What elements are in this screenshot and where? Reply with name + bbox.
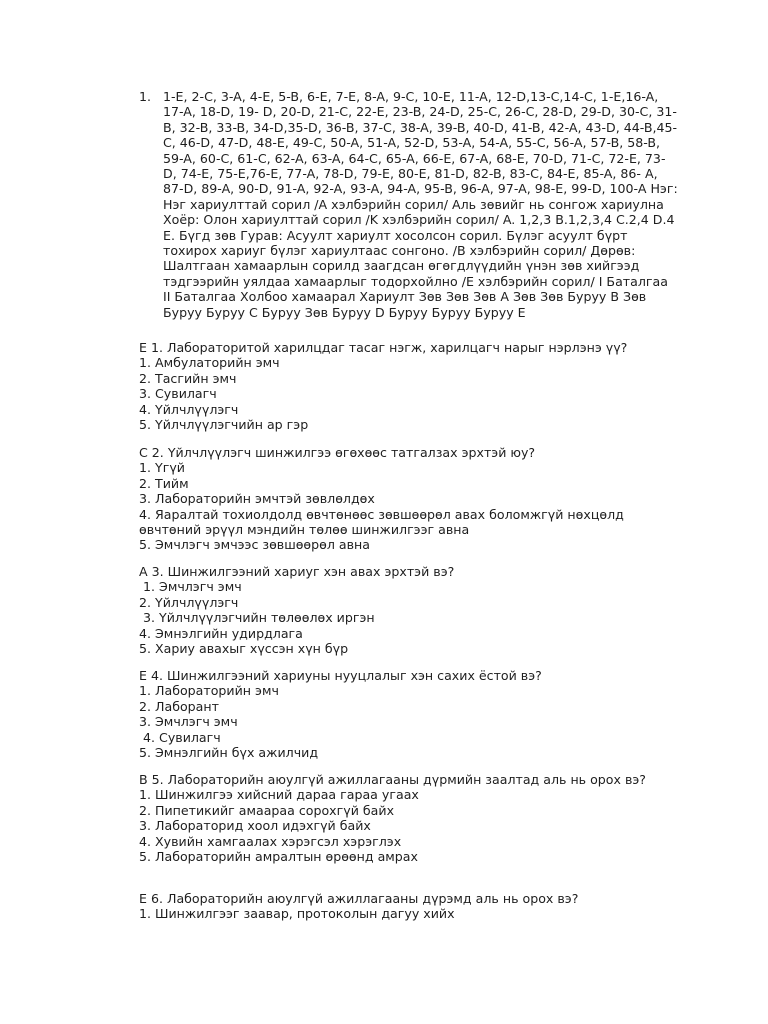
answer-option: 1. Эмчлэгч эмч — [139, 579, 242, 595]
question-4 — [139, 668, 659, 760]
question-6 — [139, 891, 659, 922]
answer-option: 5. Эмчлэгч эмчээс зөвшөөрөл авна — [139, 537, 370, 553]
answer-option: 5. Үйлчлүүлэгчийн ар гэр — [139, 417, 309, 433]
answer-option: 1. Шинжилгээг заавар, протоколын дагуу хийх — [139, 906, 455, 922]
question-1 — [139, 340, 659, 432]
question-title: E 1. Лабораторитой харилцдаг тасаг нэгж, харилцагч нарыг нэрлэнэ үү? — [139, 340, 628, 355]
question-title: E 6. Лабораторийн аюулгүй ажиллагааны дүрэмд аль нь орох вэ? — [139, 891, 579, 906]
answer-option: 4. Үйлчлүүлэгч — [139, 401, 239, 417]
list-marker: 1. — [139, 89, 152, 104]
answer-option: 4. Яаралтай тохиолдолд өвчтөнөөс зөвшөөрөл авах боломжгүй нөхцөлд өвчтөний эрүүл мэндийн төлөө шинжилгээг авна — [139, 506, 624, 538]
question-title: B 5. Лабораторийн аюулгүй ажиллагааны дүрмийн заалтад аль нь орох вэ? — [139, 772, 646, 787]
answer-option: 3. Эмчлэгч эмч — [139, 714, 238, 730]
answer-option: 4. Хувийн хамгаалах хэрэгсэл хэрэглэх — [139, 833, 402, 849]
answer-option: 2. Тийм — [139, 475, 189, 491]
answer-option: 3. Үйлчлүүлэгчийн төлөөлөх иргэн — [139, 610, 375, 626]
answer-key-list-item — [139, 89, 679, 320]
answer-option: 4. Эмнэлгийн удирдлага — [139, 625, 303, 641]
answer-option: 2. Лаборант — [139, 698, 219, 714]
answer-option: 5. Лабораторийн амралтын өрөөнд амрах — [139, 849, 418, 865]
question-title: C 2. Үйлчлүүлэгч шинжилгээ өгөхөөс татгалзах эрхтэй юу? — [139, 445, 536, 460]
answer-option: 1. Үгүй — [139, 460, 185, 476]
answer-option: 3. Сувилагч — [139, 386, 217, 402]
answer-option: 2. Тасгийн эмч — [139, 370, 237, 386]
answer-option: 2. Үйлчлүүлэгч — [139, 594, 239, 610]
answer-option: 1. Лабораторийн эмч — [139, 683, 279, 699]
question-3 — [139, 564, 659, 656]
answer-option: 1. Шинжилгээ хийсний дараа гараа угаах — [139, 787, 419, 803]
answer-option: 3. Лабораторид хоол идэхгүй байх — [139, 818, 371, 834]
answer-key-text: 1-E, 2-C, 3-A, 4-E, 5-B, 6-E, 7-E, 8-A, 9-C, 10-E, 11-A, 12-D,13-C,14-C, 1-E,16-A, 17-A, 18-D, 19- D, 20-D, 21-C, 22-E, 23-B, 24-D, 25-C, 26-C, 28-D, 29-D, 30-C, 31-B, 32-B, 33-B, 34-D,35-D, 36-B, 37-C, 38-A, 39-B, 40-D, 41-B, 42-A, 43-D, 44-B,45-C, 46-D, 47-D, 48-E, 49-C, 50-A, 51-A, 52-D, 53-A, 54-A, 55-C, 56-A, 57-B, 58-B, 59-A, 60-C, 61-C, 62-A, 63-A, 64-C, 65-A, 66-E, 67-A, 68-E, 70-D, 71-C, 72-E, 73-D, 74-E, 75-E,76-E, 77-A, 78-D, 79-E, 80-E, 81-D, 82-B, 83-C, 84-E, 85-A, 86- A, 87-D, 89-A, 90-D, 91-A, 92-A, 93-A, 94-A, 95-B, 96-A, 97-A, 98-E, 99-D, 100-A Нэг: Нэг хариулттай сорил /A хэлбэрийн сорил/ Аль зөвийг нь сонгож хариулна Хоёр: Олон хариулттай сорил /K хэлбэрийн сорил/ A. 1,2,3 B.1,2,3,4 C.2,4 D.4 E. Бүгд зөв Гурав: Асуулт хариулт хосолсон сорил. Бүлэг асуулт бүрт тохирох хариуг бүлэг хариултаас сонгоно. /B хэлбэрийн сорил/ Дөрөв: Шалтгаан хамаарлын сорилд заагдсан өгөгдлүүдийн үнэн зөв хийгээд тэдгээрийн уялдаа хамаарлыг тодорхойлно /E хэлбэрийн сорил/ I Баталгаа II Баталгаа Холбоо хамаарал Хариулт Зөв Зөв Зөв A Зөв Зөв Буруу B Зөв Буруу Буруу C Буруу Зөв Буруу D Буруу Буруу Буруу E — [163, 89, 678, 320]
answer-option: 4. Сувилагч — [139, 729, 221, 745]
answer-option: 3. Лабораторийн эмчтэй зөвлөлдөх — [139, 491, 375, 507]
answer-option: 1. Амбулаторийн эмч — [139, 355, 280, 371]
answer-option: 5. Хариу авахыг хүссэн хүн бүр — [139, 641, 349, 657]
answer-option: 2. Пипетикийг амаараа сорохгүй байх — [139, 802, 395, 818]
question-title: A 3. Шинжилгээний хариуг хэн авах эрхтэй вэ? — [139, 564, 455, 579]
answer-option: 5. Эмнэлгийн бүх ажилчид — [139, 745, 319, 761]
question-title: E 4. Шинжилгээний хариуны нууцлалыг хэн сахих ёстой вэ? — [139, 668, 542, 683]
question-5 — [139, 772, 659, 864]
question-2 — [139, 445, 659, 553]
